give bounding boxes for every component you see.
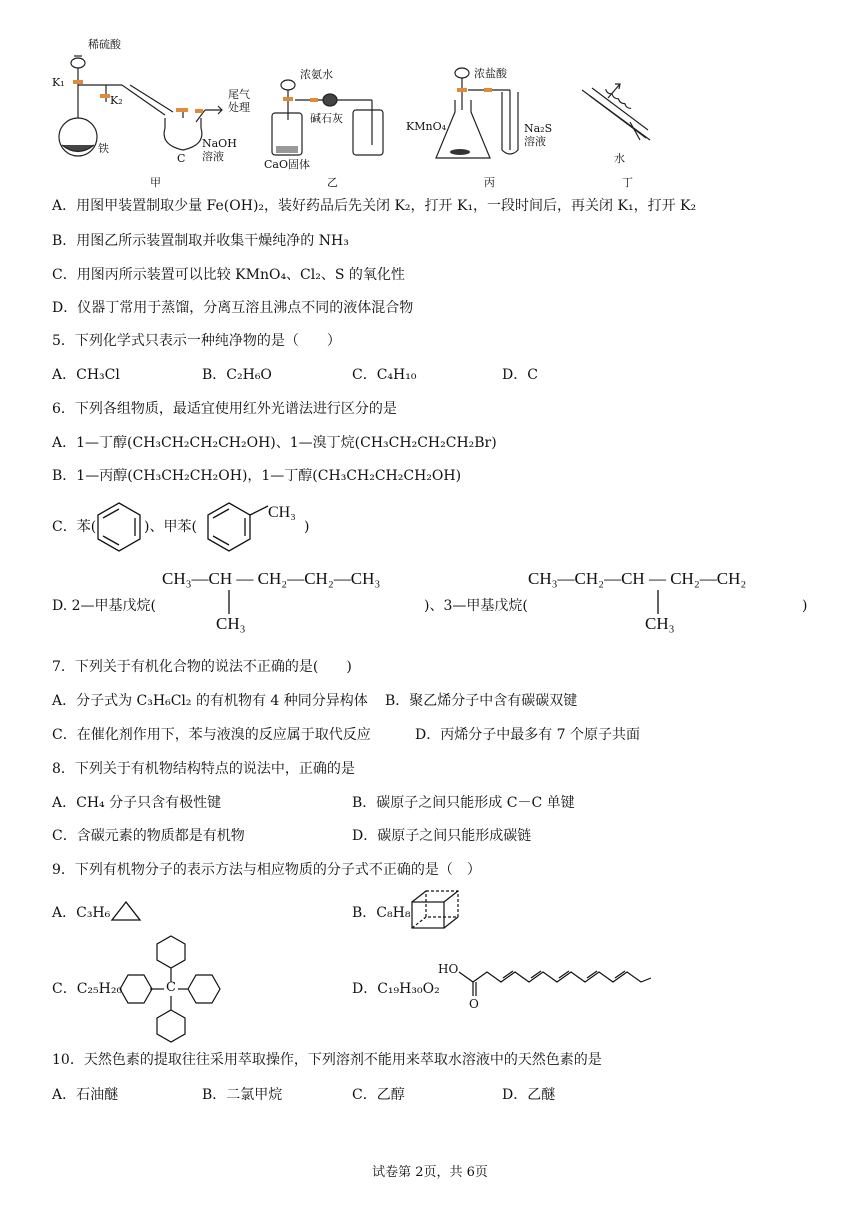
- q8-option-c: C．含碳元素的物质都是有机物: [52, 828, 245, 844]
- q10-stem: 10．天然色素的提取往往采用萃取操作，下列溶剂不能用来萃取水溶液中的天然色素的是: [52, 1052, 602, 1068]
- methylpentane-2-formula: CH₃—CH — CH₂—CH₂—CH₃: [162, 569, 381, 588]
- q5-option-c: C．C₄H₁₀: [352, 367, 417, 383]
- q9-option-b: B．C₈H₈: [352, 905, 411, 921]
- q7-stem: 7．下列关于有机化合物的说法不正确的是( ): [52, 659, 352, 675]
- q6-option-d-prefix: D. 2—甲基戊烷(: [52, 598, 156, 614]
- q6-option-c-middle: )、甲苯(: [144, 519, 197, 535]
- q10-option-a: A．石油醚: [52, 1087, 119, 1103]
- q7-option-c: C．在催化剂作用下，苯与液溴的反应属于取代反应: [52, 727, 371, 743]
- fatty-acid-structure: [455, 960, 655, 1000]
- q5-stem: 5．下列化学式只表示一种纯净物的是（ ）: [52, 333, 341, 349]
- label-ding: 丁: [622, 176, 633, 189]
- toluene-ch3-label: CH₃: [268, 504, 296, 521]
- q4-option-c: C．用图丙所示装置可以比较 KMnO₄、Cl₂、S 的氧化性: [52, 267, 405, 283]
- label-conc-ammonia: 浓氨水: [300, 68, 333, 81]
- label-k1: K₁: [52, 76, 65, 89]
- q6-option-a: A．1—丁醇(CH₃CH₂CH₂CH₂OH)、1—溴丁烷(CH₃CH₂CH₂CH₂Br): [52, 435, 497, 451]
- q8-option-b: B．碳原子之间只能形成 C－C 单键: [352, 795, 575, 811]
- q6-option-b: B．1—丙醇(CH₃CH₂CH₂OH)，1—丁醇(CH₃CH₂CH₂CH₂OH): [52, 468, 462, 484]
- q7-option-a: A．分子式为 C₃H₆Cl₂ 的有机物有 4 种同分异构体: [52, 693, 368, 709]
- q6-option-d-end: ): [802, 598, 808, 614]
- methylpentane-3-branch-ch3: CH₃: [645, 614, 675, 633]
- q5-option-a: A．CH₃Cl: [52, 367, 120, 383]
- label-cao-solid: CaO固体: [264, 158, 310, 171]
- q4-option-d: D．仪器丁常用于蒸馏，分离互溶且沸点不同的液体混合物: [52, 300, 414, 316]
- q5-option-b: B．C₂H₆O: [202, 367, 272, 383]
- q6-option-c-end: ): [304, 519, 310, 535]
- methylpentane-2-branch-ch3: CH₃: [216, 614, 246, 633]
- label-yi: 乙: [327, 176, 338, 189]
- q7-option-b: B．聚乙烯分子中含有碳碳双键: [385, 693, 578, 709]
- methylpentane-3-formula: CH₃—CH₂—CH — CH₂—CH₂: [528, 569, 747, 588]
- q9-stem: 9．下列有机物分子的表示方法与相应物质的分子式不正确的是（ ）: [52, 862, 481, 878]
- label-c-flask: C: [177, 152, 186, 165]
- q6-option-c-prefix: C．苯(: [52, 519, 97, 535]
- label-tail-gas: 尾气处理: [228, 88, 250, 114]
- q7-option-d: D．丙烯分子中最多有 7 个原子共面: [415, 727, 641, 743]
- label-dilute-sulfuric-acid: 稀硫酸: [88, 38, 121, 51]
- q10-option-c: C．乙醇: [352, 1087, 405, 1103]
- page-footer: 试卷第 2页，共 6页: [372, 1165, 488, 1180]
- label-water: 水: [614, 152, 625, 165]
- q9-central-carbon: C: [166, 980, 176, 995]
- label-k2: K₂: [110, 94, 123, 107]
- q10-option-d: D．乙醚: [502, 1087, 556, 1103]
- q8-option-a: A．CH₄ 分子只含有极性键: [52, 795, 222, 811]
- label-conc-hcl: 浓盐酸: [474, 67, 507, 80]
- q8-option-d: D．碳原子之间只能形成碳链: [352, 828, 532, 844]
- q6-option-d-middle: )、3—甲基戊烷(: [424, 598, 528, 614]
- label-iron: 铁: [98, 142, 109, 155]
- q9-o-label: O: [469, 997, 479, 1011]
- cyclopropane-structure: [110, 900, 142, 922]
- q9-option-d: D．C₁₉H₃₀O₂: [352, 981, 440, 997]
- label-jia: 甲: [150, 176, 161, 189]
- q10-option-b: B．二氯甲烷: [202, 1087, 283, 1103]
- label-kmno4: KMnO₄: [406, 120, 446, 133]
- cubane-structure: [410, 888, 462, 932]
- q8-stem: 8．下列关于有机物结构特点的说法中，正确的是: [52, 761, 355, 777]
- q9-option-a: A．C₃H₆: [52, 905, 111, 921]
- q4-option-a: A．用图甲装置制取少量 Fe(OH)₂，装好药品后先关闭 K₂，打开 K₁，一段时间后，再关闭 K₁，打开 K₂: [52, 198, 697, 214]
- q5-option-d: D．C: [502, 367, 538, 383]
- apparatus-jia-drawing: [0, 0, 860, 200]
- label-soda-lime: 碱石灰: [310, 112, 343, 125]
- q9-ho-label: HO: [438, 962, 459, 976]
- label-naoh-solution: NaOH溶液: [202, 137, 237, 163]
- q6-stem: 6．下列各组物质，最适宜使用红外光谱法进行区分的是: [52, 401, 397, 417]
- label-bing: 丙: [484, 176, 495, 189]
- q4-option-b: B．用图乙所示装置制取并收集干燥纯净的 NH₃: [52, 233, 349, 249]
- q9-option-c: C．C₂₅H₂₀: [52, 981, 123, 997]
- label-na2s-solution: Na₂S溶液: [524, 122, 553, 148]
- benzene-structure: [94, 500, 144, 552]
